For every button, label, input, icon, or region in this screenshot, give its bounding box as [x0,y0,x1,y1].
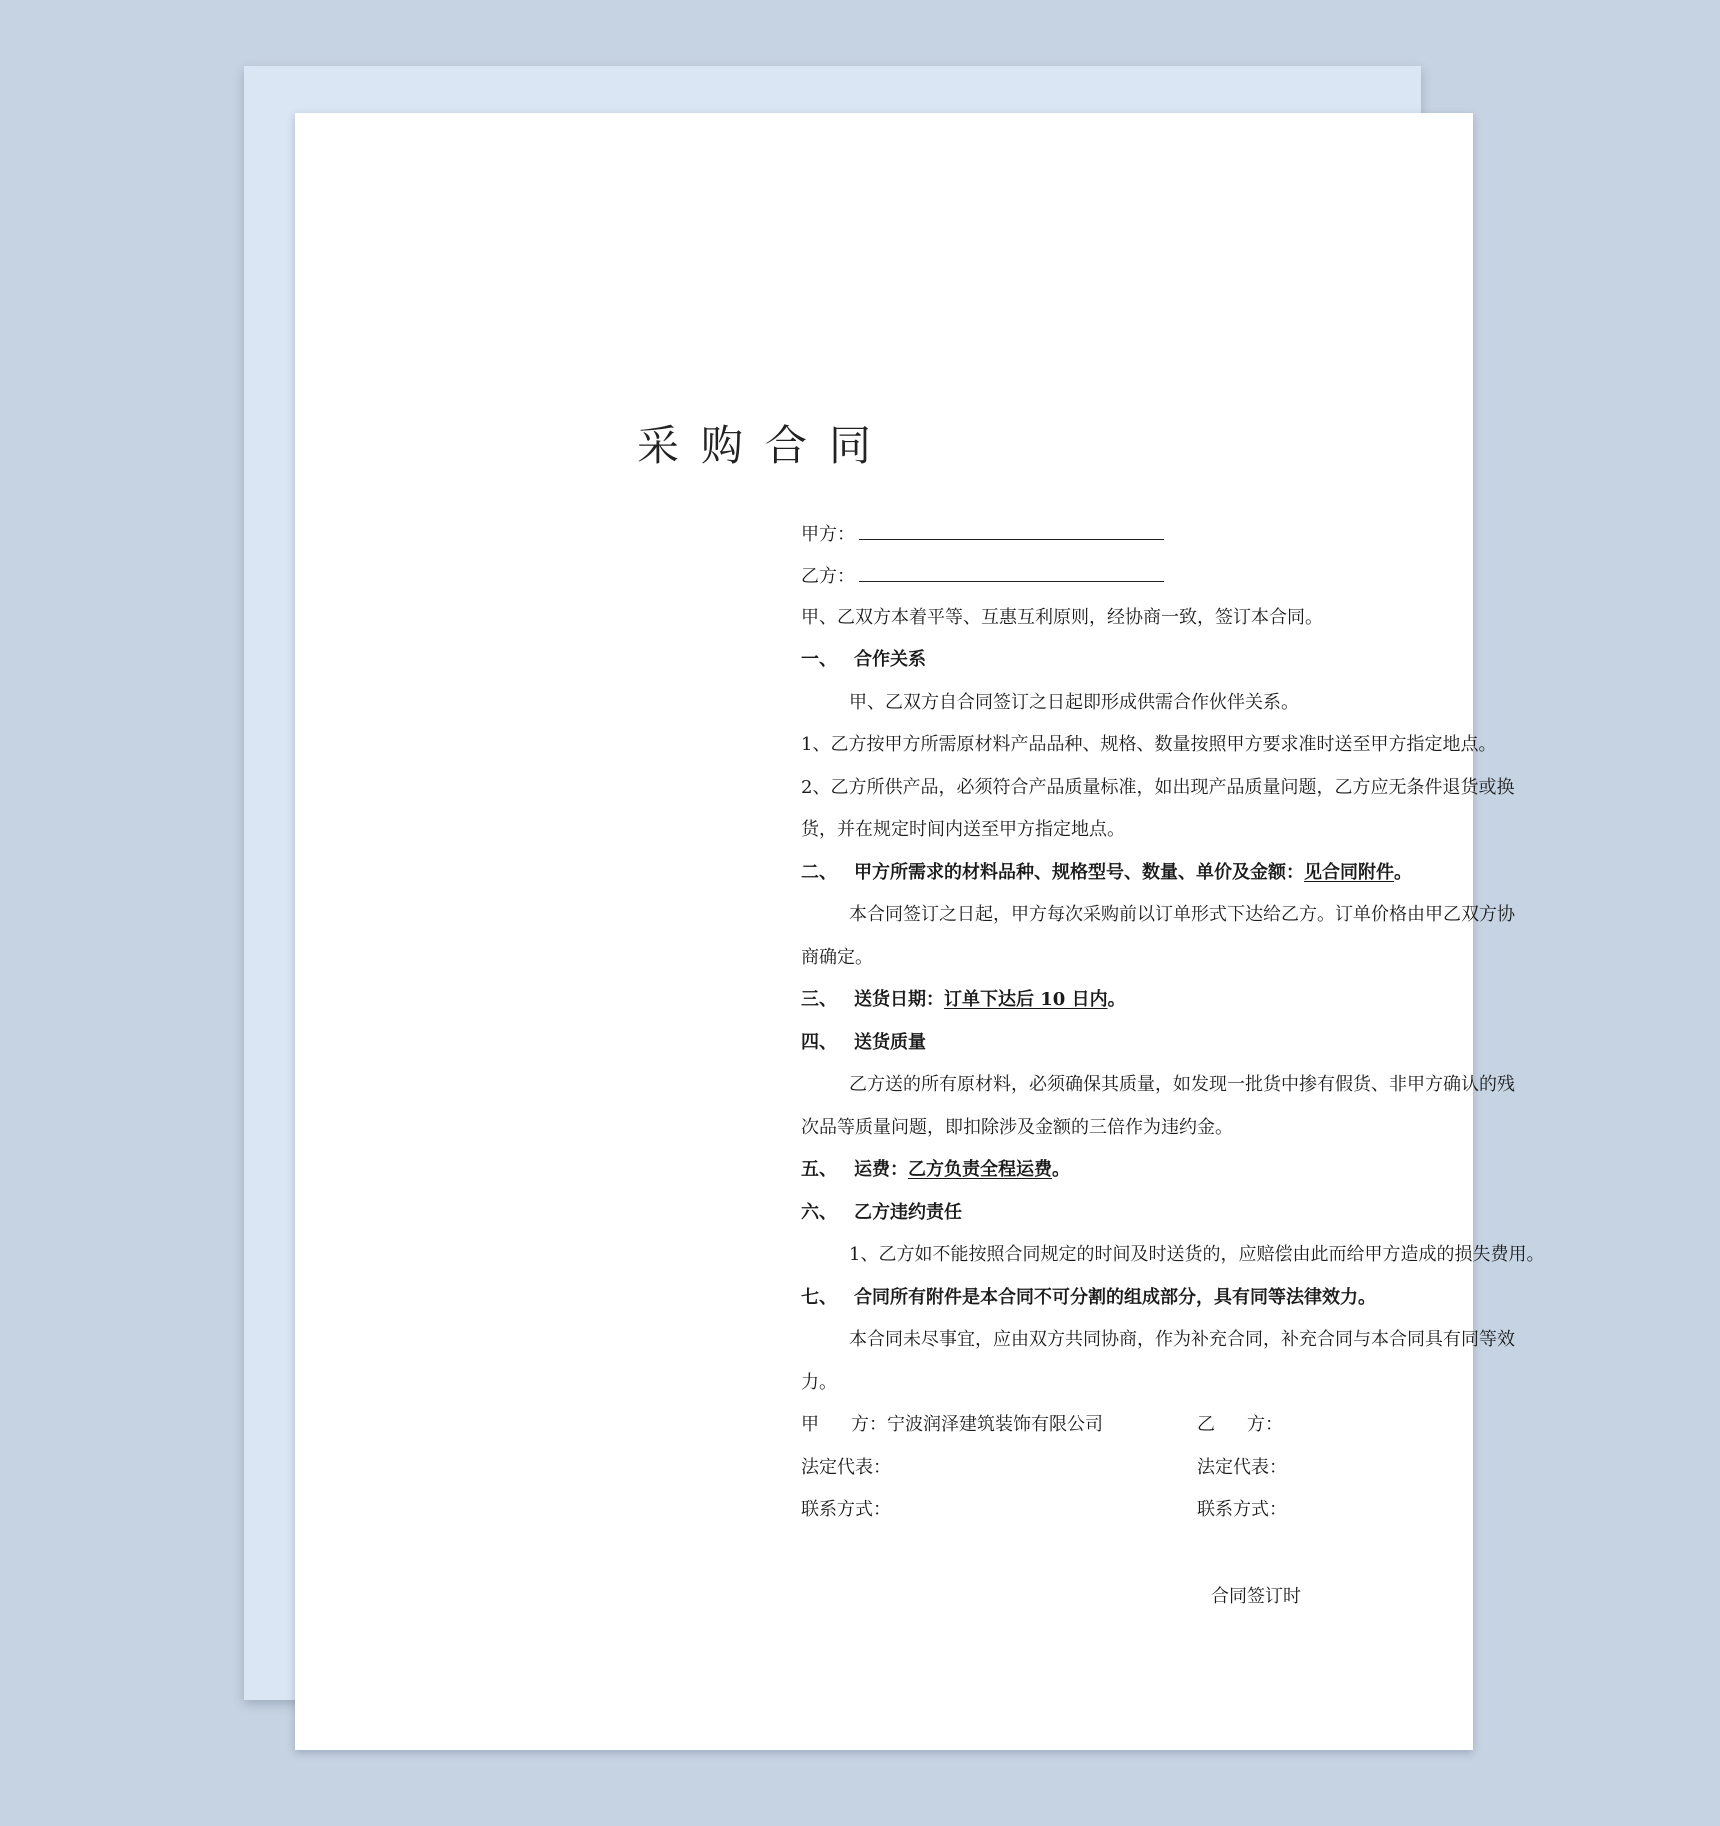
section-6-heading [801,1201,962,1225]
party-a-company: 宁波润泽建筑装饰有限公司 [887,1414,1103,1435]
section-title: 乙方违约责任 [854,1202,962,1223]
party-a-blank [859,521,1164,540]
party-a-line [801,521,1164,547]
section-number: 二、 [801,862,837,883]
section-4-paragraph: 乙方送的所有原材料，必须确保其质量，如发现一批货中掺有假货、非甲方确认的残 [849,1074,1515,1095]
sig-b-label-2: 方： [1247,1414,1283,1435]
section-title: 合作关系 [854,649,926,670]
freight-value: 乙方负责全程运费 [908,1159,1052,1180]
delivery-date-value: 订单下达后 10 日内 [944,989,1108,1010]
document-title: 采购合同 [636,421,893,470]
signature-party-b [1197,1413,1283,1437]
party-b-line [801,563,1164,589]
party-a-label: 甲方： [801,524,855,545]
sig-a-label-2: 方： [851,1414,887,1435]
signature-party-a [801,1413,1103,1437]
sig-a-label-1: 甲 [801,1414,819,1435]
section-1-heading [801,648,926,672]
punctuation: 。 [1052,1159,1070,1180]
section-number: 六、 [801,1202,837,1223]
party-b-label: 乙方： [801,566,855,587]
section-5-heading [801,1158,1070,1182]
section-number: 四、 [801,1032,837,1053]
section-title: 合同所有附件是本合同不可分割的组成部分，具有同等法律效力。 [854,1287,1376,1308]
punctuation: 。 [1394,862,1412,883]
section-number: 一、 [801,649,837,670]
section-6-paragraph: 1、乙方如不能按照合同规定的时间及时送货的，应赔偿由此而给甲方造成的损失费用。 [849,1244,1545,1265]
section-2-heading [801,861,1412,885]
section-4-paragraph-cont: 次品等质量问题，即扣除涉及金额的三倍作为违约金。 [801,1117,1233,1138]
section-7-paragraph: 本合同未尽事宜，应由双方共同协商，作为补充合同，补充合同与本合同具有同等效 [849,1329,1515,1350]
party-b-legal-rep: 法定代表： [1197,1457,1287,1478]
section-1-item-2-cont: 货，并在规定时间内送至甲方指定地点。 [801,819,1125,840]
intro-text: 甲、乙双方本着平等、互惠互利原则，经协商一致，签订本合同。 [801,607,1323,628]
section-number: 三、 [801,989,837,1010]
section-3-heading [801,988,1126,1012]
section-number: 七、 [801,1287,837,1308]
party-a-contact: 联系方式： [801,1499,891,1520]
document-page [295,113,1545,1750]
section-2-paragraph-cont: 商确定。 [801,947,873,968]
party-a-legal-rep: 法定代表： [801,1457,891,1478]
party-b-blank [859,563,1164,582]
attachment-reference: 见合同附件 [1304,862,1394,883]
section-1-item-1: 1、乙方按甲方所需原材料产品品种、规格、数量按照甲方要求准时送至甲方指定地点。 [801,734,1497,755]
section-title: 甲方所需求的材料品种、规格型号、数量、单价及金额： [854,862,1304,883]
section-number: 五、 [801,1159,837,1180]
section-7-paragraph-cont: 力。 [801,1372,837,1393]
punctuation: 。 [1107,989,1126,1010]
sig-b-label-1: 乙 [1197,1414,1215,1435]
section-title: 送货质量 [854,1032,926,1053]
party-b-contact: 联系方式： [1197,1499,1287,1520]
section-title: 运费： [854,1159,908,1180]
section-title: 送货日期： [854,989,944,1010]
section-1-paragraph: 甲、乙双方自合同签订之日起即形成供需合作伙伴关系。 [849,692,1299,713]
section-7-heading [801,1286,1376,1310]
section-4-heading [801,1031,926,1055]
section-1-item-2: 2、乙方所供产品，必须符合产品质量标准，如出现产品质量问题，乙方应无条件退货或换 [801,777,1515,798]
signing-time: 合同签订时 [1211,1586,1301,1607]
section-2-paragraph: 本合同签订之日起，甲方每次采购前以订单形式下达给乙方。订单价格由甲乙双方协 [849,904,1515,925]
